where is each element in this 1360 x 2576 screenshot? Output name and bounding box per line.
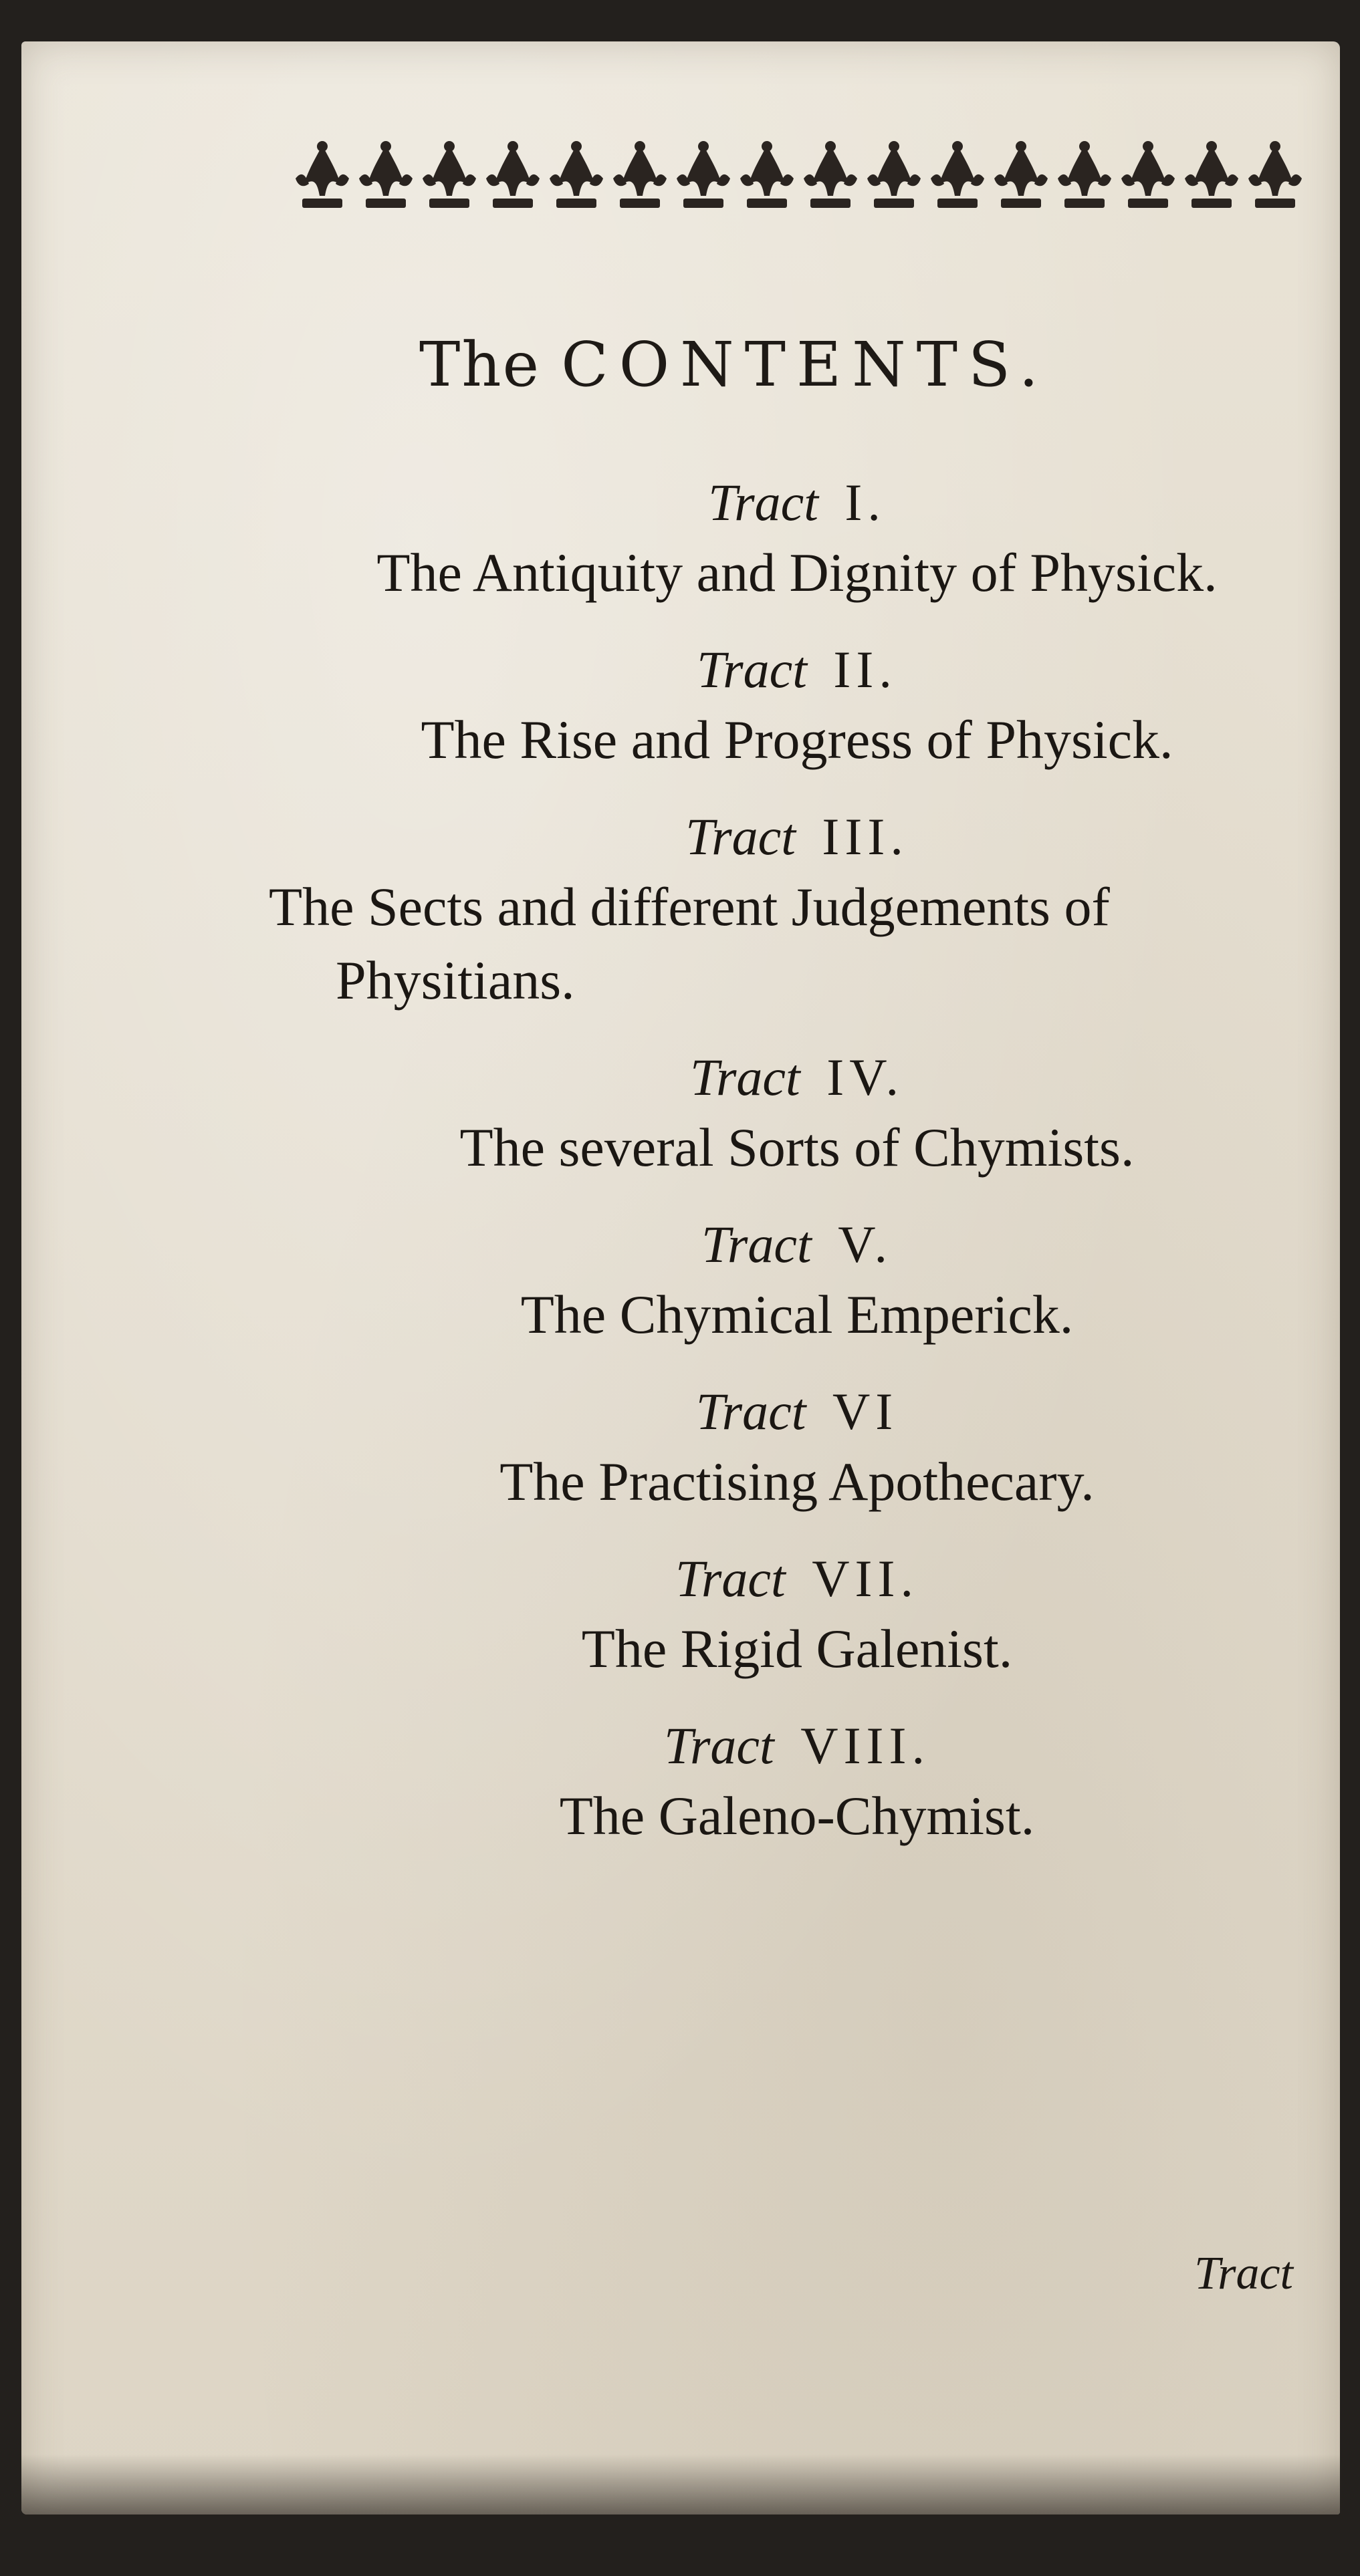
tract-title: The Rise and Progress of Physick. <box>421 709 1173 770</box>
tract-heading <box>269 1044 1325 1111</box>
catchword: Tract <box>1194 2248 1293 2299</box>
tract-numeral: IV. <box>826 1048 904 1106</box>
tract-heading <box>269 1712 1325 1779</box>
contents-entry-tract-8 <box>269 1712 1325 1853</box>
tract-word: Tract <box>690 1048 800 1106</box>
tract-title: The several Sorts of Chymists. <box>459 1117 1135 1178</box>
tract-heading <box>269 1378 1325 1445</box>
tract-word: Tract <box>695 1382 806 1440</box>
contents-entry-tract-1 <box>269 469 1325 610</box>
tract-title <box>269 870 1325 1017</box>
tract-numeral: VII. <box>812 1549 919 1607</box>
tract-title: The Practising Apothecary. <box>499 1451 1095 1512</box>
tract-title: The Rigid Galenist. <box>581 1618 1013 1679</box>
page-title <box>21 329 1340 400</box>
tract-title: The Galeno-Chymist. <box>559 1785 1035 1846</box>
tract-word: Tract <box>701 1215 812 1273</box>
contents-entry-tract-5 <box>269 1211 1325 1351</box>
title-prefix: The <box>419 329 541 400</box>
ornament-fleurons <box>289 132 1312 225</box>
tract-heading <box>269 469 1325 536</box>
contents-entry-tract-6 <box>269 1378 1325 1519</box>
printers-ornament-band <box>289 132 1312 225</box>
contents-entry-tract-3 <box>269 803 1325 1017</box>
tract-word: Tract <box>664 1716 774 1775</box>
tract-title-line-2: Physitians. <box>336 950 575 1011</box>
contents-entry-tract-7 <box>269 1545 1325 1686</box>
tract-numeral: V. <box>838 1215 893 1273</box>
contents-entry-tract-2 <box>269 636 1325 777</box>
page-bottom-edge-shadow <box>21 2454 1340 2515</box>
tract-numeral: VIII. <box>800 1716 930 1775</box>
tract-numeral: I. <box>844 473 886 531</box>
tract-numeral: III. <box>822 807 909 866</box>
tract-word: Tract <box>685 807 796 866</box>
title-contents: CONTENTS. <box>561 329 1049 400</box>
tract-word: Tract <box>708 473 818 531</box>
contents-list <box>269 469 1325 1880</box>
book-page <box>21 41 1340 2515</box>
tract-heading <box>269 1545 1325 1612</box>
tract-heading <box>269 636 1325 703</box>
contents-entry-tract-4 <box>269 1044 1325 1184</box>
tract-word: Tract <box>697 640 807 698</box>
tract-title-line-1: The Sects and different Judgements of <box>269 876 1110 937</box>
tract-heading <box>269 1211 1325 1278</box>
tract-word: Tract <box>675 1549 786 1607</box>
tract-title: The Chymical Emperick. <box>520 1284 1074 1345</box>
tract-numeral: II. <box>833 640 897 698</box>
tract-numeral: VI <box>832 1382 899 1440</box>
tract-title: The Antiquity and Dignity of Physick. <box>376 542 1218 603</box>
tract-heading <box>269 803 1325 870</box>
